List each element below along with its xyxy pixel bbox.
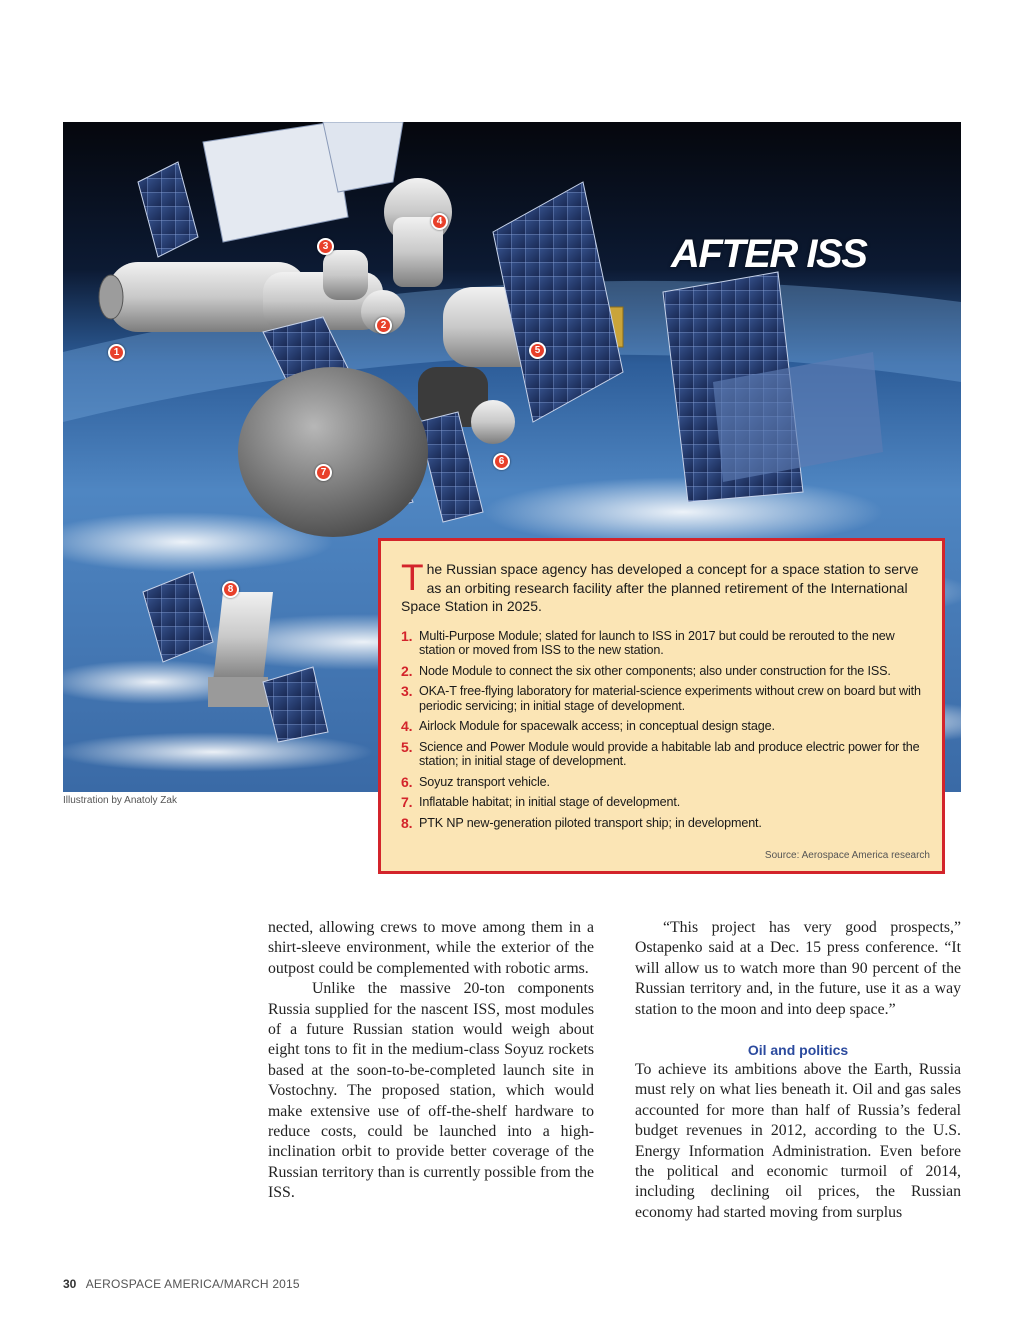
item-text: Inflatable habitat; in initial stage of development.	[419, 795, 681, 809]
list-item	[401, 719, 932, 734]
item-number: 8.	[401, 814, 413, 831]
figure-title: AFTER ISS	[671, 232, 867, 276]
item-text: Node Module to connect the six other components; also under construction for the ISS.	[419, 663, 891, 678]
marker-1: 1	[108, 344, 125, 361]
intro-text: he Russian space agency has developed a concept for a space station to serve as an orbiting research facility after the planned retirement of the International Space Station in 2025.	[401, 561, 919, 614]
body-paragraph: Unlike the massive 20-ton components Russia supplied for the nascent ISS, most modules of a future Russian station would weigh about eight tons to fit in the medium-class Soyuz rockets based at the soon-to-be-completed launch site in Vostochny. The proposed station, which would make extensive use of off-the-shelf hardware to reduce costs, could be launched into a high-inclination orbit to provide better coverage of the Russian territory than is currently possible from the ISS.	[268, 980, 594, 1202]
marker-2: 2	[375, 317, 392, 334]
source-note: Source: Aerospace America research	[764, 850, 930, 861]
list-item	[401, 629, 932, 658]
quote-paragraph: “This project has very good prospects,” Ostapenko said at a Dec. 15 press conference. “It will allow us to watch more than 90 percent of the Russian territory and, in the future, use it as a way station to the moon and into deep space.”	[635, 919, 961, 1018]
list-item	[401, 740, 932, 769]
body-column-left	[268, 918, 594, 1204]
body-paragraph: nected, allowing crews to move among them in a shirt-sleeve environment, while the exterior of the outpost could be complemented with robotic arms.	[268, 919, 594, 977]
item-number: 1.	[401, 627, 413, 644]
body-paragraph: To achieve its ambitions above the Earth, Russia must rely on what lies beneath it. Oil and gas sales accounted for more than half of Russia’s federal budget revenues in 2012, according to the U.S. Energy Information Administration. Even before the political and economic turmoil of 2014, including declining oil prices, the Russian economy had started moving from surplus	[635, 1061, 961, 1221]
module-list	[401, 629, 932, 831]
marker-4: 4	[431, 213, 448, 230]
item-number: 3.	[401, 683, 413, 699]
list-item	[401, 664, 932, 679]
item-text: Multi-Purpose Module; slated for launch to ISS in 2017 but could be rerouted to the new station or moved from ISS to the new station.	[419, 628, 895, 657]
marker-3: 3	[317, 238, 334, 255]
illustration-credit: Illustration by Anatoly Zak	[63, 795, 177, 806]
magazine-issue: AEROSPACE AMERICA/MARCH 2015	[85, 1277, 300, 1291]
marker-5: 5	[529, 342, 546, 359]
item-number: 7.	[401, 794, 413, 810]
marker-6: 6	[493, 453, 510, 470]
list-item	[401, 775, 932, 790]
info-box	[378, 538, 945, 874]
item-text: Airlock Module for spacewalk access; in conceptual design stage.	[419, 719, 775, 733]
item-text: OKA-T free-flying laboratory for material-science experiments without crew on board but with periodic servicing; in initial stage of development.	[419, 684, 921, 713]
item-text: Science and Power Module would provide a habitable lab and produce electric power for the station; in initial stage of development.	[419, 739, 920, 768]
list-item	[401, 795, 932, 810]
item-number: 6.	[401, 773, 413, 790]
item-number: 5.	[401, 738, 413, 755]
marker-7: 7	[315, 464, 332, 481]
item-number: 4.	[401, 718, 413, 734]
marker-8: 8	[222, 581, 239, 598]
item-text: PTK NP new-generation piloted transport ship; in development.	[419, 815, 762, 830]
item-text: Soyuz transport vehicle.	[419, 774, 550, 789]
page-footer	[63, 1277, 300, 1291]
section-subhead: Oil and politics	[747, 1042, 849, 1059]
page-number: 30	[63, 1277, 77, 1291]
list-item	[401, 816, 932, 831]
list-item	[401, 684, 932, 713]
drop-cap: T	[401, 557, 424, 598]
body-column-right	[635, 918, 961, 1223]
item-number: 2.	[401, 662, 413, 679]
info-intro	[401, 557, 932, 616]
